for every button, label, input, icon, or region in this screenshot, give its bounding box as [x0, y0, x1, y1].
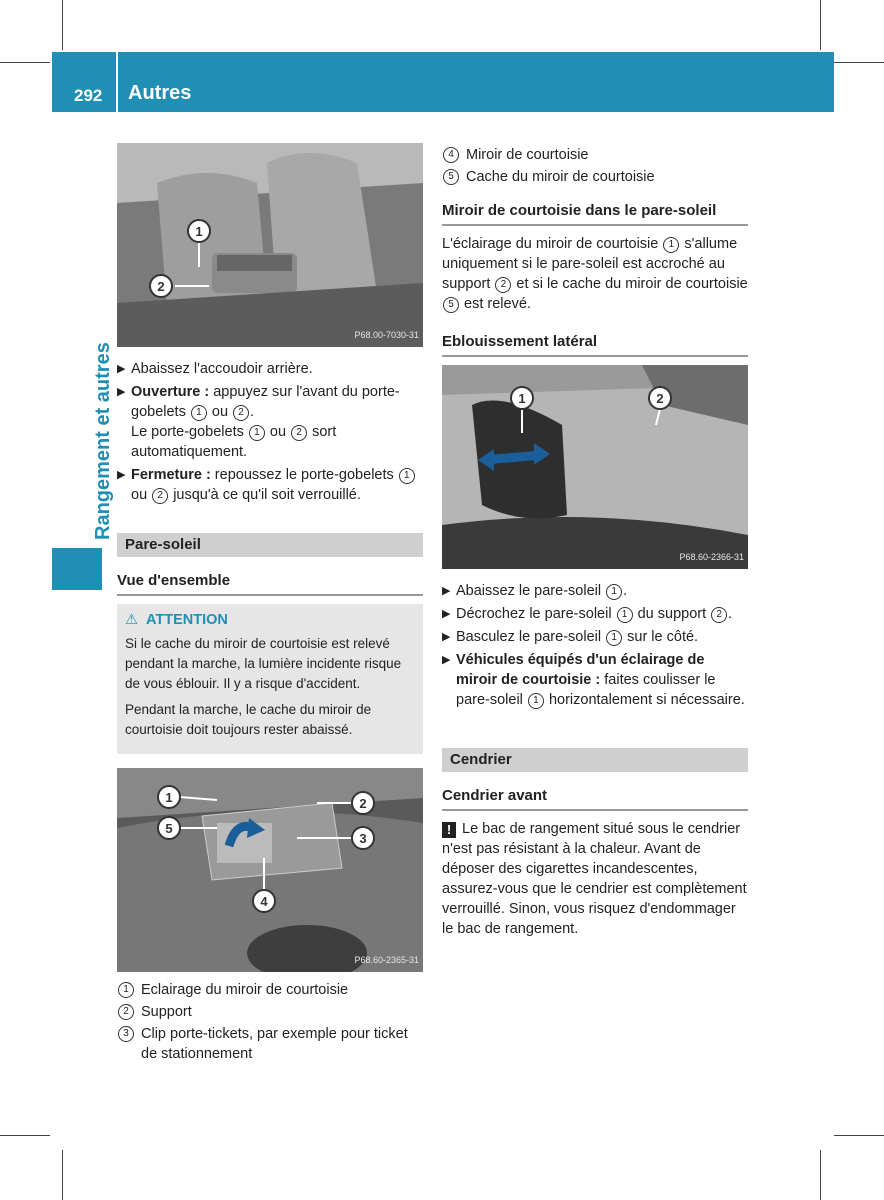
crop-mark — [820, 0, 821, 50]
legend-item: 1 Eclairage du miroir de courtoisie — [117, 980, 423, 1000]
page-title: Autres — [128, 82, 192, 104]
side-glare-figure — [442, 365, 748, 569]
figure-code: P68.60-2366-31 — [679, 552, 744, 562]
bullet-arrow-icon: ▶ — [442, 631, 451, 643]
callout-1-label: 1 — [165, 790, 173, 805]
list-item: ▶ Abaissez le pare-soleil 1 . — [442, 583, 628, 599]
bullet-arrow-icon: ▶ — [442, 585, 451, 597]
callout-2-label: 2 — [656, 391, 664, 406]
legend-item: 5 Cache du miroir de courtoisie — [442, 167, 748, 187]
header-divider — [116, 52, 118, 112]
bullet-arrow-icon: ▶ — [442, 608, 451, 620]
paragraph: L'éclairage du miroir de courtoisie 1 s'allume uniquement si le pare-soleil est accroché au support 2 et si le cache du miroir de courtoisie 5 est relevé. — [442, 236, 748, 312]
callout-1-label: 1 — [518, 391, 526, 406]
side-glare-instructions — [442, 581, 748, 710]
page-number: 292 — [74, 86, 103, 105]
crop-mark — [62, 1150, 63, 1200]
warning-text: Si le cache du miroir de courtoisie est relevé pendant la marche, la lumière incidente risque de vous éblouir. Il y a risque d'accident. — [125, 636, 402, 691]
crop-mark — [62, 0, 63, 50]
legend-item: 3 Clip porte-tickets, par exemple pour ticket de stationnement — [117, 1024, 423, 1064]
list-item: ▶ Abaissez l'accoudoir arrière. — [117, 361, 313, 377]
bullet-arrow-icon: ▶ — [117, 469, 126, 481]
callout-2-label: 2 — [157, 279, 165, 294]
armrest-figure — [117, 143, 423, 347]
exclamation-icon: ! — [442, 822, 456, 838]
right-column — [442, 143, 748, 943]
side-tab — [52, 548, 102, 590]
warning-title: ⚠ ATTENTION — [125, 612, 228, 628]
bullet-arrow-icon: ▶ — [117, 363, 126, 375]
crop-mark — [834, 1135, 884, 1136]
figure-code: P68.60-2365-31 — [354, 955, 419, 965]
list-item: ▶ Décrochez le pare-soleil 1 du support 2 . — [442, 606, 733, 622]
subheading: Vue d'ensemble — [117, 571, 423, 596]
subheading: Miroir de courtoisie dans le pare-soleil — [442, 201, 748, 226]
sun-visor-illustration — [117, 768, 423, 972]
callout-3-label: 3 — [359, 831, 367, 846]
crop-mark — [0, 62, 50, 63]
legend-item: 2 Support — [117, 1002, 423, 1022]
subheading: Cendrier avant — [442, 786, 748, 811]
figure-code: P68.00-7030-31 — [354, 330, 419, 340]
sun-visor-figure — [117, 768, 423, 972]
section-heading: Pare-soleil — [117, 533, 423, 557]
list-item: ▶ Basculez le pare-soleil 1 sur le côté. — [442, 629, 699, 645]
figure-legend — [442, 145, 748, 187]
crop-mark — [834, 62, 884, 63]
side-tab-label: Rangement et autres — [92, 342, 114, 540]
callout-1-label: 1 — [195, 224, 203, 239]
armrest-instructions — [117, 359, 423, 505]
figure-legend — [117, 980, 423, 1064]
crop-mark — [0, 1135, 50, 1136]
list-item: ▶ Fermeture : repoussez le porte-gobelets 1 ou 2 jusqu'à ce qu'il soit verrouillé. — [117, 465, 423, 505]
list-item: ▶ Véhicules équipés d'un éclairage de miroir de courtoisie : faites coulisser le pare-soleil 1 horizontalement si nécessaire. — [442, 652, 745, 708]
list-item: ▶ Ouverture : appuyez sur l'avant du porte-gobelets 1 ou 2 . Le porte-gobelets 1 ou 2 sort automatiquement. — [117, 384, 400, 460]
warning-box — [117, 604, 423, 754]
callout-4-label: 4 — [260, 894, 268, 909]
side-glare-illustration — [442, 365, 748, 569]
bullet-arrow-icon: ▶ — [442, 654, 451, 666]
crop-mark — [820, 1150, 821, 1200]
left-column — [117, 143, 423, 1066]
bullet-arrow-icon: ▶ — [117, 386, 126, 398]
warning-text: Pendant la marche, le cache du miroir de courtoisie doit toujours rester abaissé. — [125, 702, 372, 737]
section-heading: Cendrier — [442, 748, 748, 772]
warning-triangle-icon: ⚠ — [125, 612, 138, 628]
callout-5-label: 5 — [165, 821, 173, 836]
subheading: Eblouissement latéral — [442, 332, 748, 357]
note-paragraph: ! Le bac de rangement situé sous le cendrier n'est pas résistant à la chaleur. Avant de déposer des cigarettes incandescentes, assurez-vous que le cendrier est complètement verrouillé. Sinon, vous risquez d'endommager le bac de rangement. — [442, 821, 747, 937]
callout-2-label: 2 — [359, 796, 367, 811]
legend-item: 4 Miroir de courtoisie — [442, 145, 748, 165]
armrest-illustration — [117, 143, 423, 347]
